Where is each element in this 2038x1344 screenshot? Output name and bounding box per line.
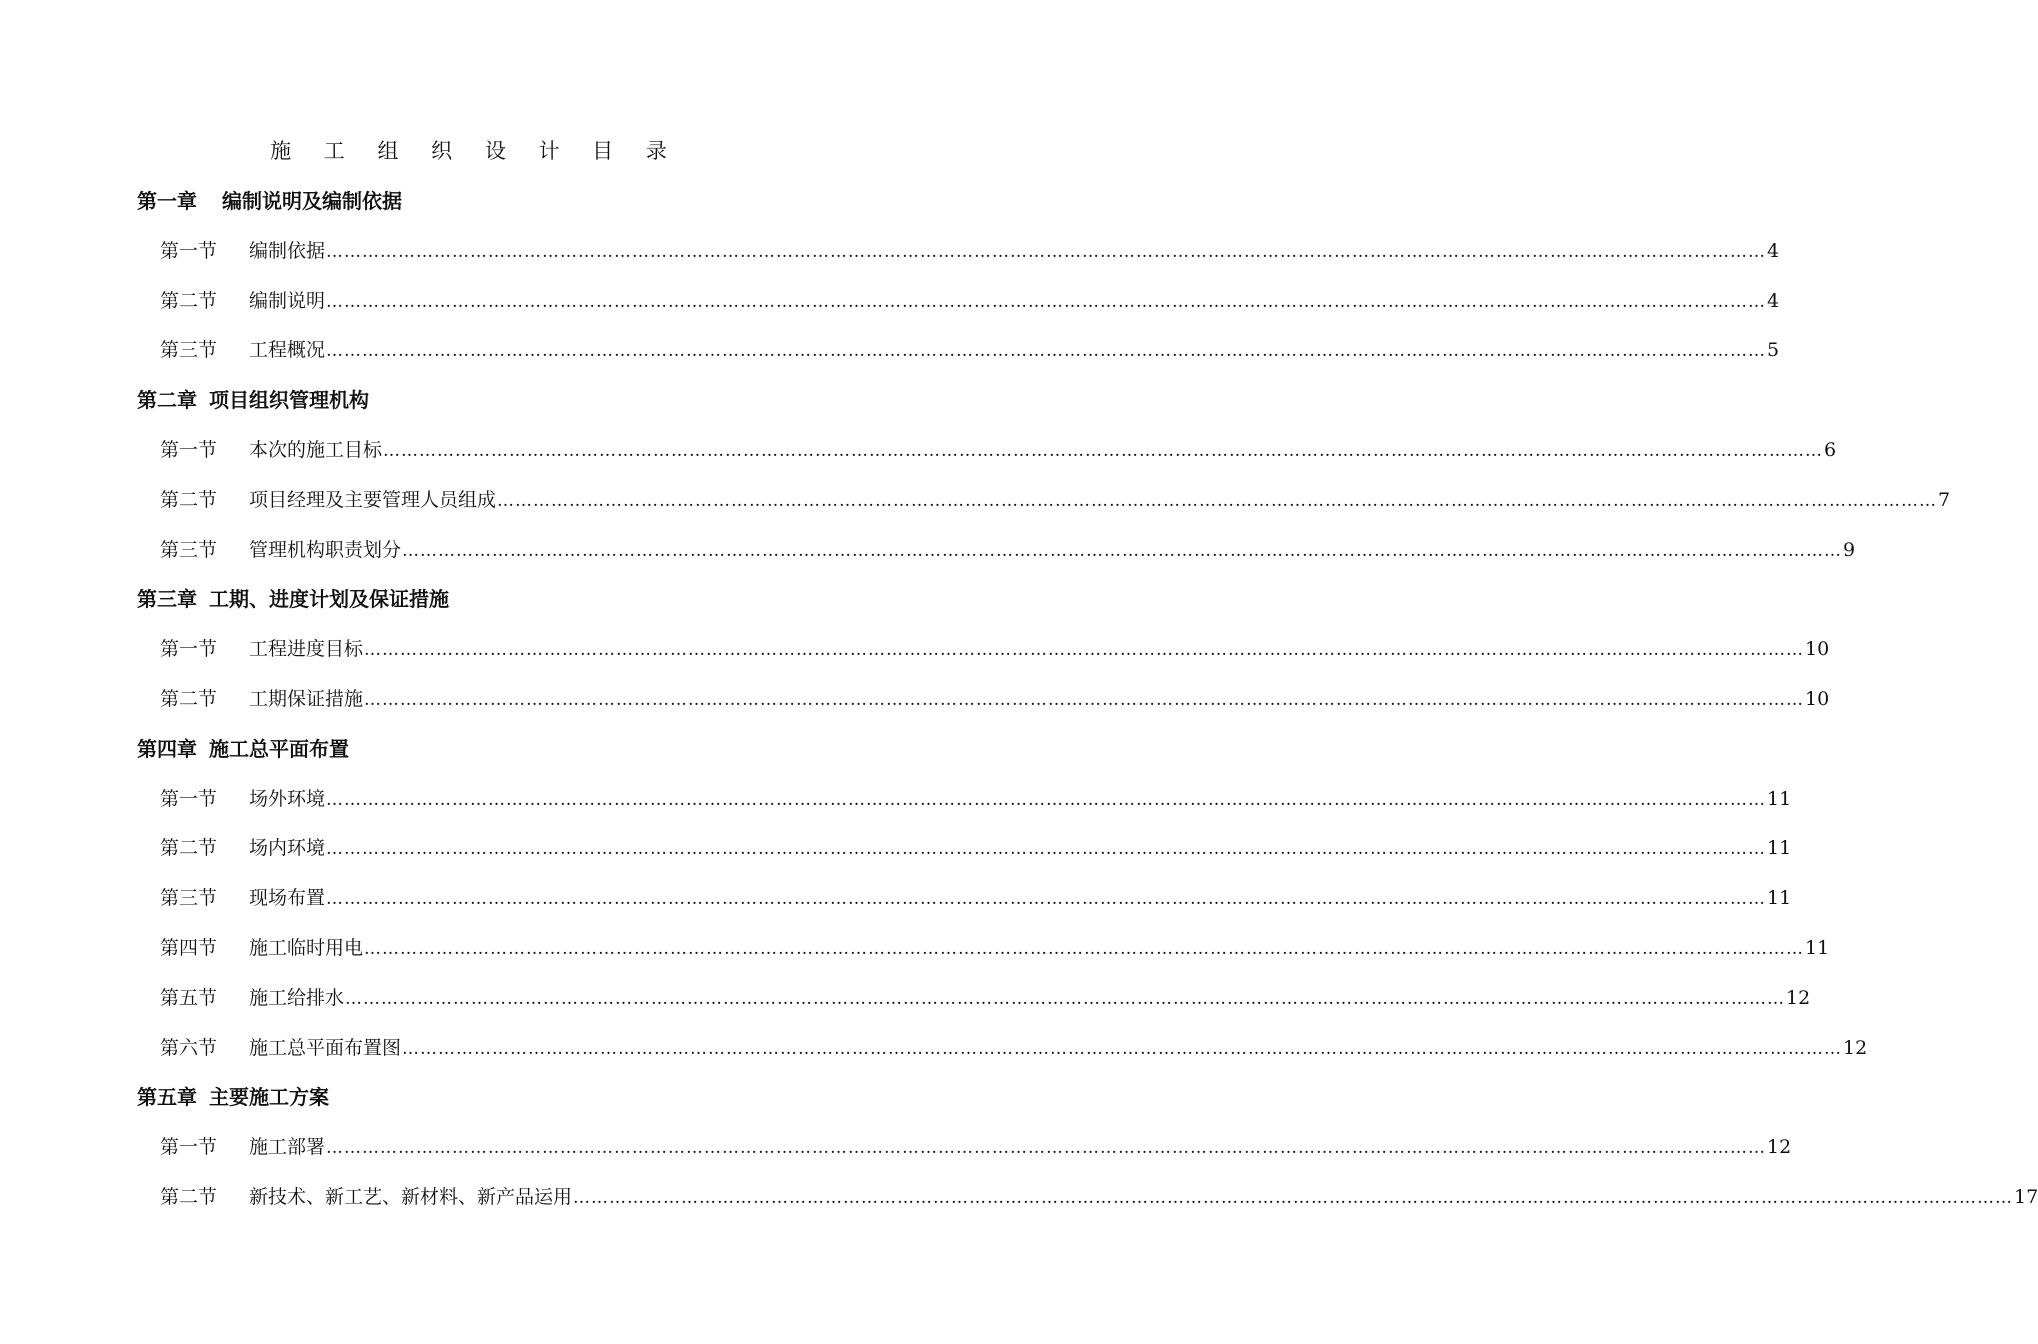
chapter-title xyxy=(137,582,449,616)
chapter-title xyxy=(137,732,349,766)
section-label: 第六节 xyxy=(160,1036,218,1059)
section-line xyxy=(249,533,1856,568)
chapter-name: 工期、进度计划及保证措施 xyxy=(209,587,449,612)
section-label: 第二节 xyxy=(160,688,218,710)
section-title: 编制说明 xyxy=(249,289,326,312)
page-number: 11 xyxy=(1767,837,1792,860)
toc-entry[interactable] xyxy=(0,1180,2038,1214)
chapter-heading[interactable] xyxy=(0,184,950,218)
section-title: 施工部署 xyxy=(249,1136,326,1159)
page-number: 4 xyxy=(1767,289,1780,312)
page-number: 5 xyxy=(1767,339,1780,362)
section-line xyxy=(249,981,1811,1016)
section-label: 第二节 xyxy=(160,488,218,511)
section-title: 新技术、新工艺、新材料、新产品运用 xyxy=(249,1186,573,1208)
chapter-label: 第五章 xyxy=(137,1085,197,1110)
section-label: 第四节 xyxy=(160,937,218,959)
chapter-title xyxy=(137,383,369,417)
chapter-title xyxy=(137,1080,329,1114)
chapter-label: 第一章 xyxy=(137,189,197,213)
toc-entry[interactable] xyxy=(0,1130,1792,1164)
chapter-heading[interactable] xyxy=(0,582,950,616)
toc-entry[interactable] xyxy=(0,433,1837,467)
page-number: 10 xyxy=(1805,638,1830,661)
section-label: 第二节 xyxy=(160,837,218,860)
section-title: 工期保证措施 xyxy=(249,688,364,710)
toc-entry[interactable] xyxy=(0,881,1792,915)
toc-entry[interactable] xyxy=(0,931,1830,965)
dot-leader: …………………………………………………………………………………………………………………………………………………………………………………………………………………… xyxy=(345,988,1786,1009)
toc-entry[interactable] xyxy=(0,632,1830,666)
chapter-name: 主要施工方案 xyxy=(209,1085,329,1110)
chapter-heading[interactable] xyxy=(0,1080,950,1114)
toc-entry[interactable] xyxy=(0,483,1951,517)
section-title: 工程进度目标 xyxy=(249,638,364,661)
chapter-label: 第四章 xyxy=(137,736,197,761)
page-number: 11 xyxy=(1767,787,1792,810)
dot-leader: …………………………………………………………………………………………………………………………………………………………………………………………………………………… xyxy=(364,640,1805,661)
section-line xyxy=(249,1031,1868,1066)
section-line xyxy=(249,433,1837,468)
section-line xyxy=(249,1180,2038,1215)
section-line xyxy=(249,333,1780,368)
section-title: 工程概况 xyxy=(249,339,326,362)
toc-entry[interactable] xyxy=(0,682,1830,716)
chapter-label: 第二章 xyxy=(137,388,197,413)
page-number: 11 xyxy=(1805,937,1830,959)
dot-leader: …………………………………………………………………………………………………………………………………………………………………………………………………………………… xyxy=(364,690,1805,710)
chapter-name: 编制说明及编制依据 xyxy=(222,189,402,213)
toc-entry[interactable] xyxy=(0,234,1780,268)
section-label: 第三节 xyxy=(160,887,218,910)
section-label: 第一节 xyxy=(160,638,218,661)
chapter-heading[interactable] xyxy=(0,732,950,766)
section-title: 施工总平面布置图 xyxy=(249,1036,402,1059)
section-title: 场内环境 xyxy=(249,837,326,860)
section-line xyxy=(249,483,1951,518)
section-label: 第二节 xyxy=(160,1186,218,1208)
dot-leader: …………………………………………………………………………………………………………………………………………………………………………………………………………………… xyxy=(402,1038,1843,1059)
chapter-label: 第三章 xyxy=(137,587,197,612)
page-number: 10 xyxy=(1805,688,1830,710)
toc-entry[interactable] xyxy=(0,533,1856,567)
toc-entry[interactable] xyxy=(0,782,1792,816)
dot-leader: …………………………………………………………………………………………………………………………………………………………………………………………………………………… xyxy=(326,1138,1767,1159)
dot-leader: …………………………………………………………………………………………………………………………………………………………………………………………………………………… xyxy=(383,441,1824,461)
chapter-heading[interactable] xyxy=(0,383,950,417)
chapter-name: 施工总平面布置 xyxy=(209,736,349,761)
section-line xyxy=(249,782,1792,817)
dot-leader: …………………………………………………………………………………………………………………………………………………………………………………………………………………… xyxy=(326,889,1767,910)
section-title: 本次的施工目标 xyxy=(249,439,383,461)
section-label: 第一节 xyxy=(160,1136,218,1159)
section-line xyxy=(249,682,1830,717)
section-line xyxy=(249,632,1830,667)
toc-entry[interactable] xyxy=(0,1031,1868,1065)
section-line xyxy=(249,284,1780,319)
dot-leader: …………………………………………………………………………………………………………………………………………………………………………………………………………………… xyxy=(364,939,1805,959)
page-number: 9 xyxy=(1843,538,1856,561)
page-number: 12 xyxy=(1767,1136,1792,1159)
section-line xyxy=(249,931,1830,966)
dot-leader: …………………………………………………………………………………………………………………………………………………………………………………………………………………… xyxy=(326,241,1767,262)
section-title: 施工给排水 xyxy=(249,986,345,1009)
section-label: 第一节 xyxy=(160,787,218,810)
dot-leader: …………………………………………………………………………………………………………………………………………………………………………………………………………………… xyxy=(326,839,1767,860)
section-label: 第三节 xyxy=(160,339,218,362)
page-number: 6 xyxy=(1824,439,1837,461)
section-label: 第二节 xyxy=(160,289,218,312)
section-label: 第一节 xyxy=(160,439,218,461)
section-label: 第三节 xyxy=(160,538,218,561)
page-number: 17 xyxy=(2014,1186,2038,1208)
section-line xyxy=(249,881,1792,916)
dot-leader: …………………………………………………………………………………………………………………………………………………………………………………………………………………… xyxy=(573,1188,2014,1208)
section-line xyxy=(249,1130,1792,1165)
toc-entry[interactable] xyxy=(0,831,1792,865)
section-title: 管理机构职责划分 xyxy=(249,538,402,561)
toc-entry[interactable] xyxy=(0,981,1811,1015)
page-number: 12 xyxy=(1843,1036,1868,1059)
section-title: 场外环境 xyxy=(249,787,326,810)
page-number: 7 xyxy=(1938,488,1951,511)
section-line xyxy=(249,831,1792,866)
toc-entry[interactable] xyxy=(0,284,1780,318)
dot-leader: …………………………………………………………………………………………………………………………………………………………………………………………………………………… xyxy=(326,789,1767,810)
section-line xyxy=(249,234,1780,269)
chapter-name: 项目组织管理机构 xyxy=(209,388,369,413)
dot-leader: …………………………………………………………………………………………………………………………………………………………………………………………………………………… xyxy=(497,490,1938,511)
section-label: 第五节 xyxy=(160,986,218,1009)
section-label: 第一节 xyxy=(160,239,218,262)
section-title: 项目经理及主要管理人员组成 xyxy=(249,488,497,511)
chapter-title xyxy=(137,184,402,218)
dot-leader: …………………………………………………………………………………………………………………………………………………………………………………………………………………… xyxy=(326,291,1767,312)
section-title: 现场布置 xyxy=(249,887,326,910)
toc-entry[interactable] xyxy=(0,333,1780,367)
page-number: 11 xyxy=(1767,887,1792,910)
dot-leader: …………………………………………………………………………………………………………………………………………………………………………………………………………………… xyxy=(326,341,1767,362)
section-title: 编制依据 xyxy=(249,239,326,262)
document-title: 施 工 组 织 设 计 目 录 xyxy=(270,139,680,163)
dot-leader: …………………………………………………………………………………………………………………………………………………………………………………………………………………… xyxy=(402,540,1843,561)
page-number: 4 xyxy=(1767,239,1780,262)
page-number: 12 xyxy=(1786,986,1811,1009)
section-title: 施工临时用电 xyxy=(249,937,364,959)
